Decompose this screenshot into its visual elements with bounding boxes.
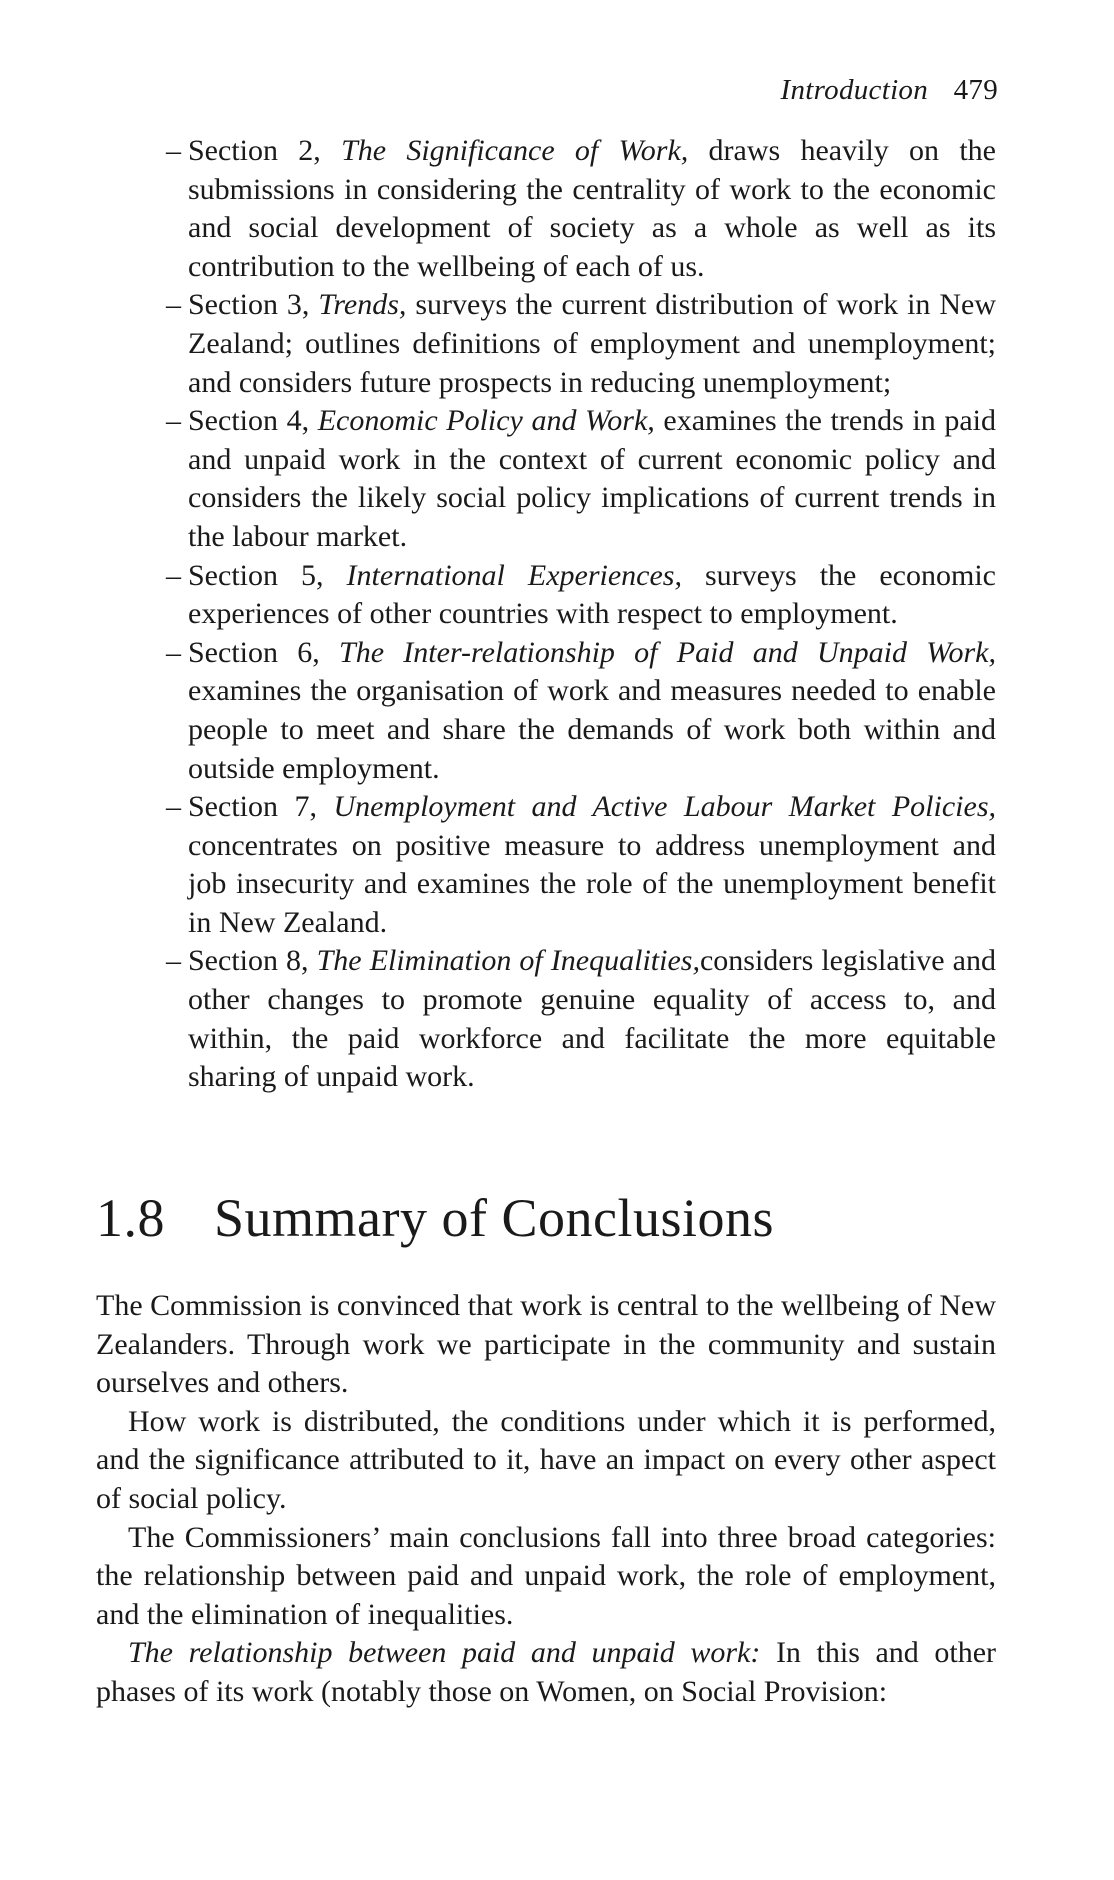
list-item bbox=[166, 286, 996, 402]
list-item bbox=[166, 132, 996, 286]
list-item bbox=[166, 402, 996, 556]
section-description: examines the trends in paid and unpaid work in the context of current economic policy and considers the likely social policy implications of current trends in the labour market. bbox=[188, 404, 996, 553]
section-prefix: Section 3, bbox=[188, 288, 319, 322]
sections-list bbox=[166, 132, 996, 1097]
list-item bbox=[166, 788, 996, 942]
paragraph: How work is distributed, the conditions under which it is performed, and the significance attributed to it, have an impact on every other aspect of social policy. bbox=[96, 1404, 996, 1515]
section-title: The Significance of Work, bbox=[341, 134, 689, 167]
running-title: Introduction bbox=[780, 74, 929, 106]
summary-body bbox=[96, 1287, 996, 1712]
list-item bbox=[166, 634, 996, 788]
section-prefix: Section 5, bbox=[188, 558, 347, 592]
section-title: Economic Policy and Work, bbox=[317, 404, 655, 438]
running-head bbox=[781, 74, 998, 107]
page-number: 479 bbox=[953, 74, 998, 106]
paragraph: The Commissioners’ main conclusions fall into three broad categories: the relationship between paid and unpaid work, the role of employment, and the elimination of inequalities. bbox=[96, 1520, 996, 1631]
section-title: The Elimination of Inequalities, bbox=[316, 944, 700, 978]
list-dash: – bbox=[166, 288, 181, 322]
paragraph-lead-in: The relationship between paid and unpaid work: bbox=[128, 1636, 761, 1670]
section-description: concentrates on positive measure to address unemployment and job insecurity and examines the role of the unemployment benefit in New Zealand. bbox=[188, 828, 996, 939]
section-prefix: Section 6, bbox=[188, 635, 340, 669]
section-description: surveys the current distribution of work in New Zealand; outlines definitions of employment and unemployment; and considers future prospects in reducing unemployment; bbox=[188, 288, 996, 399]
list-item bbox=[166, 942, 996, 1096]
section-description: surveys the economic experiences of other countries with respect to employment. bbox=[188, 558, 996, 631]
list-dash: – bbox=[166, 404, 181, 438]
list-item bbox=[166, 557, 996, 634]
section-title: International Experiences, bbox=[346, 558, 682, 592]
section-description: examines the organisation of work and measures needed to enable people to meet and share the demands of work both within and outside employment. bbox=[188, 674, 996, 785]
paragraph-text: In this and other phases of its work (notably those on Women, on Social Provision: bbox=[96, 1636, 996, 1708]
paragraph: The Commission is convinced that work is central to the wellbeing of New Zealanders. Through work we participate in the community and sustain ourselves and others. bbox=[96, 1289, 996, 1400]
section-prefix: Section 4, bbox=[188, 404, 318, 438]
list-dash: – bbox=[166, 790, 181, 824]
list-dash: – bbox=[166, 635, 181, 669]
section-title: Unemployment and Active Labour Market Policies, bbox=[333, 790, 996, 824]
section-heading bbox=[96, 1188, 774, 1248]
section-description: draws heavily on the submissions in considering the centrality of work to the economic and social development of society as a whole as well as its contribution to the wellbeing of each of us. bbox=[188, 134, 996, 283]
section-prefix: Section 2, bbox=[188, 134, 342, 167]
list-dash: – bbox=[166, 134, 181, 167]
section-title: The Inter-relationship of Paid and Unpaid Work, bbox=[339, 635, 996, 669]
section-title: Trends, bbox=[318, 288, 407, 322]
paragraph bbox=[96, 1634, 996, 1711]
list-dash: – bbox=[166, 558, 181, 592]
section-prefix: Section 7, bbox=[188, 790, 334, 824]
section-heading-text: Summary of Conclusions bbox=[214, 1188, 774, 1248]
section-number: 1.8 bbox=[96, 1188, 165, 1248]
section-description: considers legislative and other changes to promote genuine equality of access to, and within, the paid workforce and facilitate the more equitable sharing of unpaid work. bbox=[188, 944, 996, 1094]
section-prefix: Section 8, bbox=[188, 944, 317, 978]
list-dash: – bbox=[166, 944, 181, 978]
